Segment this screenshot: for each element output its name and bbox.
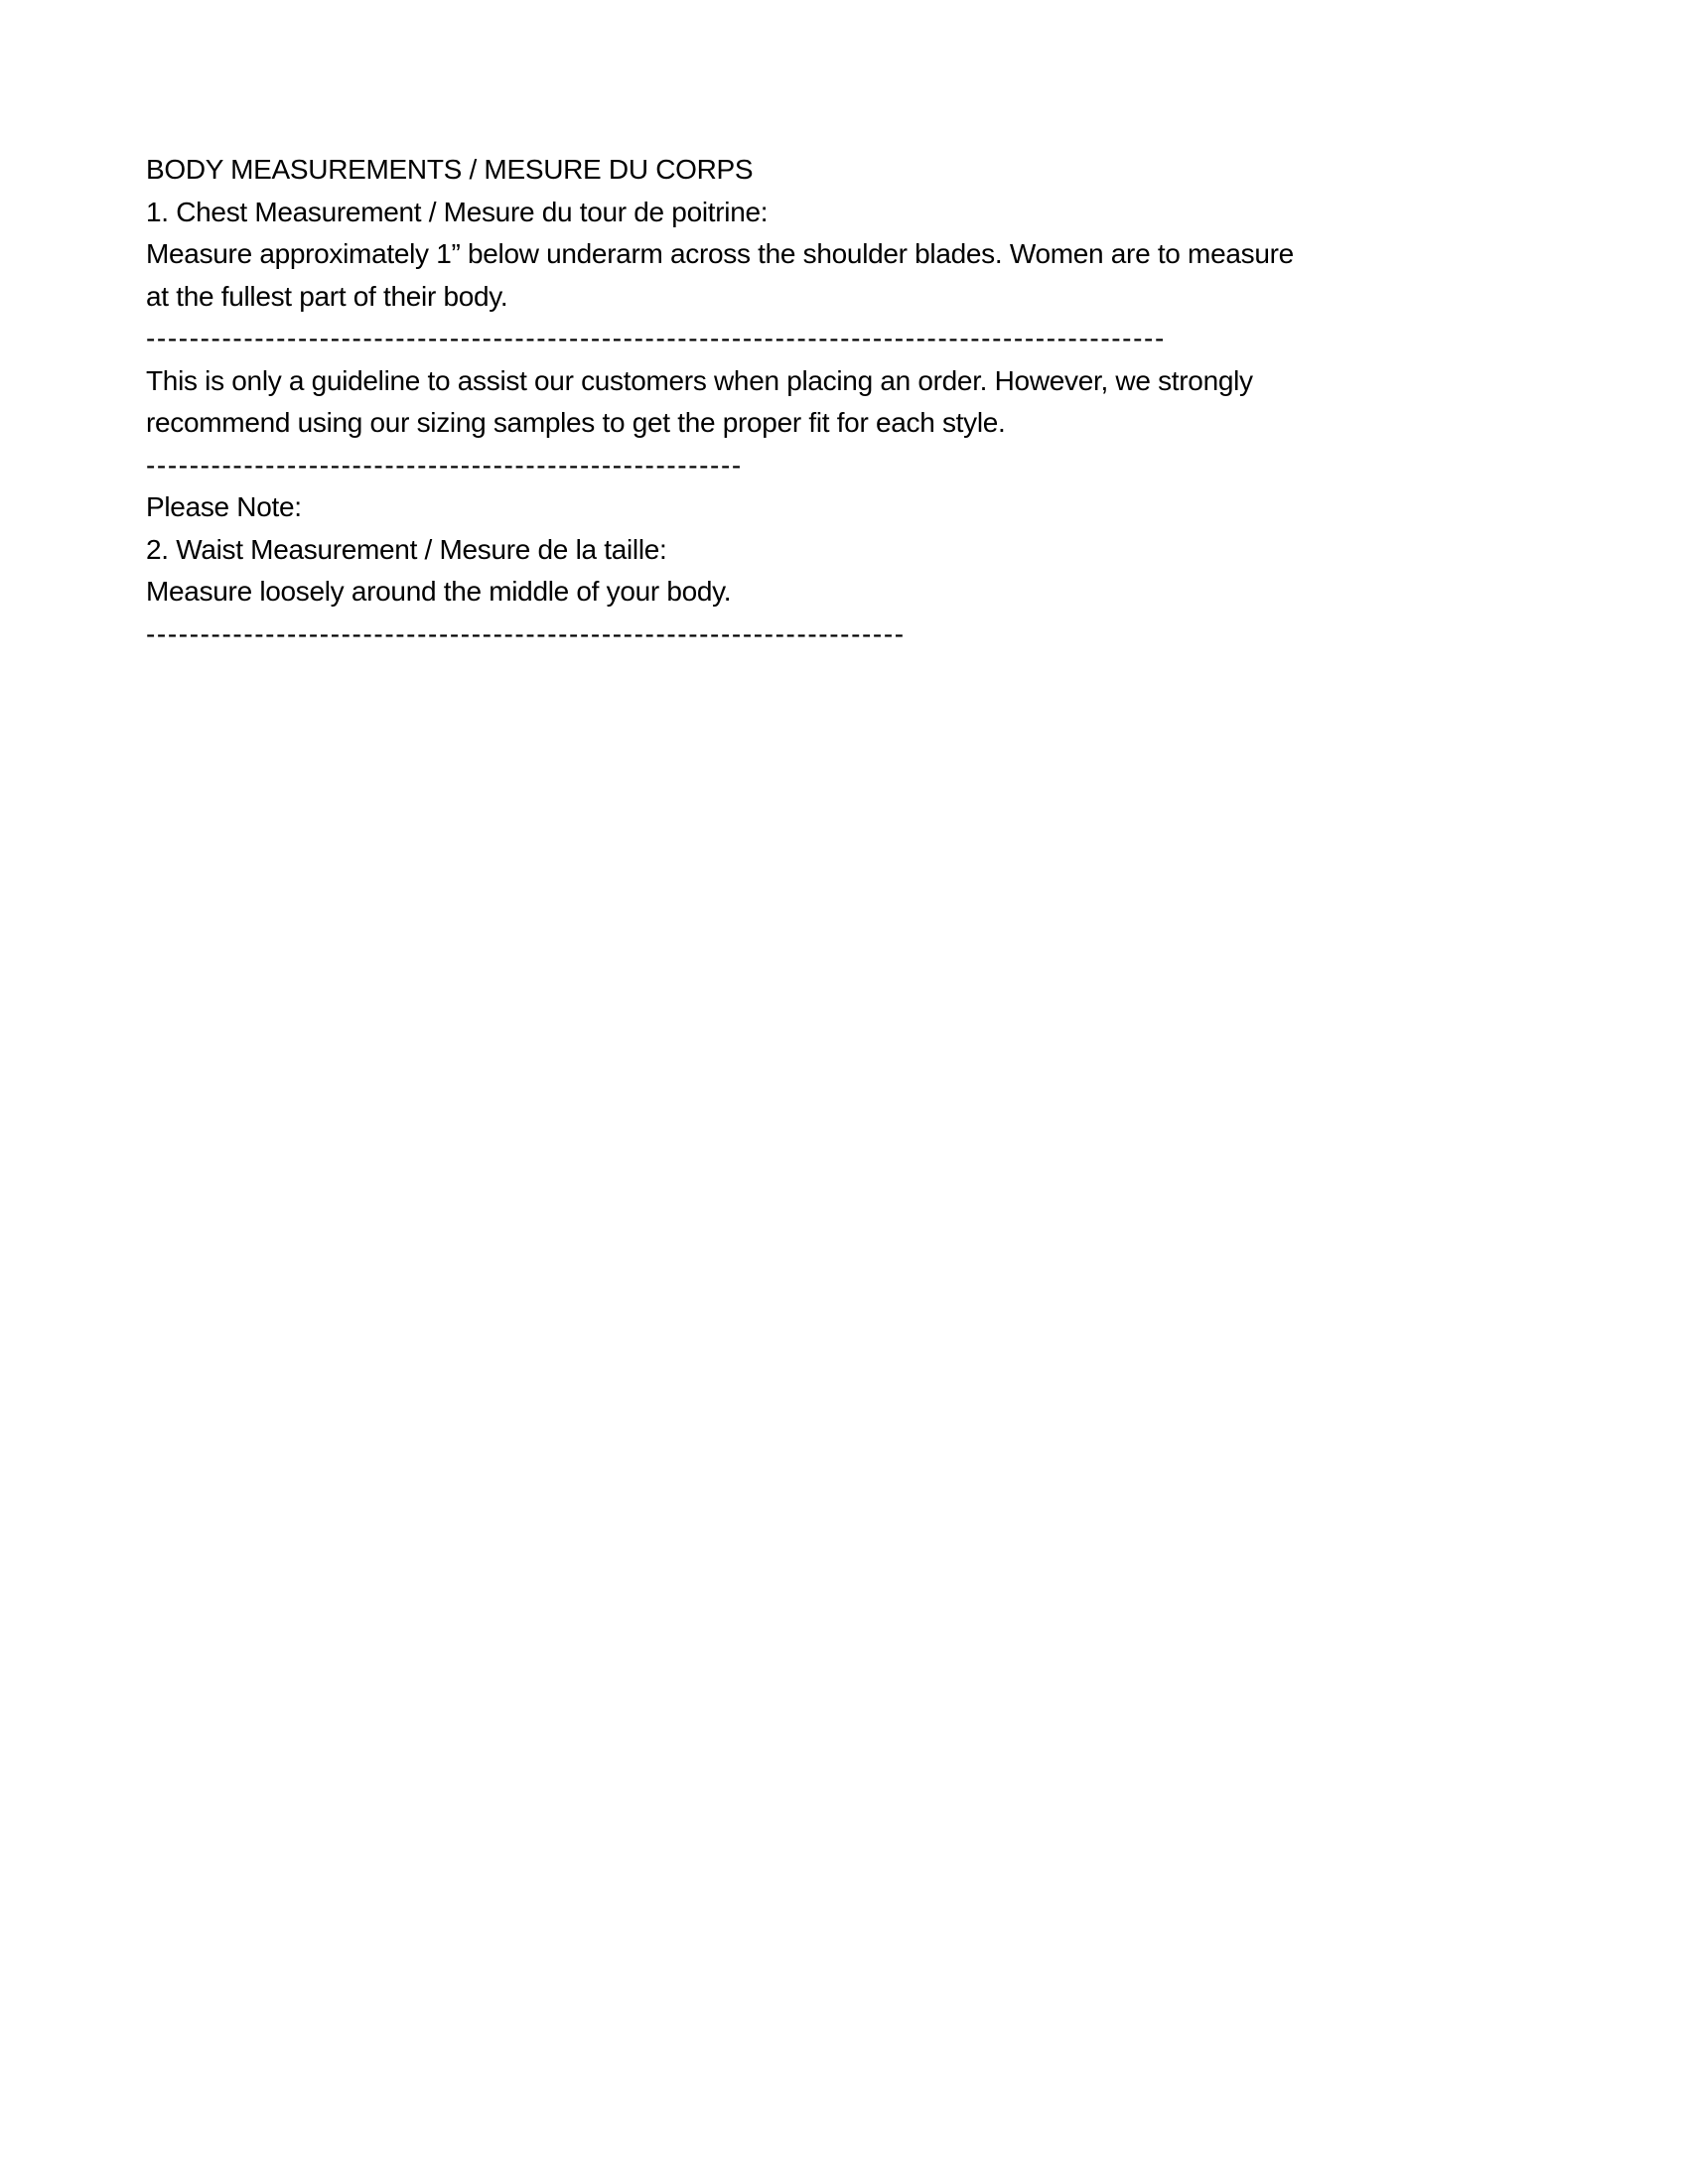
body-measurements-title: BODY MEASUREMENTS / MESURE DU CORPS [146,154,754,185]
please-note-label: Please Note: [146,491,302,522]
chest-measurement-heading: 1. Chest Measurement / Mesure du tour de poitrine: [146,196,769,227]
dashed-divider-short: ------------------------------------------------------- [146,449,743,480]
dashed-divider-long: ---------------------------------------------------------------------------------------------- [146,323,1166,353]
chest-instruction-line-2: at the fullest part of their body. [146,280,508,312]
chest-instruction-line-1: Measure approximately 1” below underarm across the shoulder blades. Women are to measure [146,238,1294,269]
guideline-note-line-1: This is only a guideline to assist our customers when placing an order. However, we strongly [146,364,1253,396]
guideline-note-line-2: recommend using our sizing samples to get the proper fit for each style. [146,407,1006,438]
waist-instruction-line-1: Measure loosely around the middle of your body. [146,576,732,607]
waist-measurement-heading: 2. Waist Measurement / Mesure de la taille: [146,533,667,565]
dashed-divider-medium: ---------------------------------------------------------------------- [146,617,906,649]
document-text-block [146,149,1294,655]
